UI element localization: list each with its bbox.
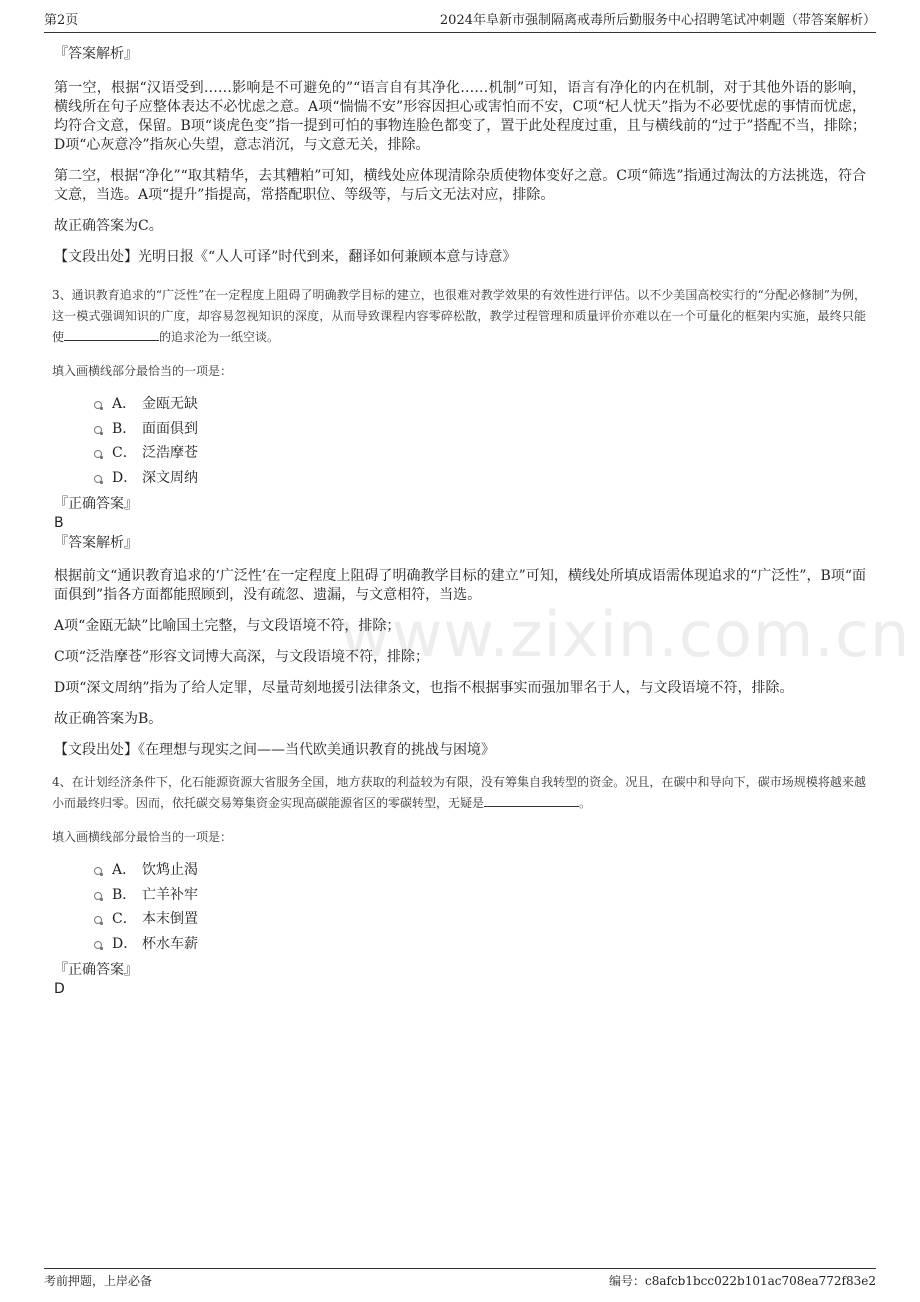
q3-analysis-label: 『答案解析』 xyxy=(54,535,138,551)
q4-blank xyxy=(484,794,579,807)
q4-stem-before: 4、在计划经济条件下，化石能源资源大省服务全国，地方获取的利益较为有限，没有筹集自我转型的资金。况且，在碳中和导向下，碳市场规模将越来越小而最终归零。因而，依托碳交易筹集资金实现高碳能源省区的零碳转型，无疑是 xyxy=(52,775,866,810)
q3-analysis-para4: D项“深文周纳”指为了给人定罪，尽量苛刻地援引法律条文，也指不根据事实而强加罪名于人，与文段语境不符，排除。 xyxy=(54,680,794,696)
q2-analysis-label: 『答案解析』 xyxy=(54,46,138,62)
q4-option-c[interactable]: C． 本末倒置 xyxy=(54,909,866,934)
q4-options xyxy=(54,860,866,958)
radio-icon[interactable] xyxy=(94,916,102,924)
q4-stem xyxy=(52,772,866,814)
q2-source: 【文段出处】光明日报《“人人可译”时代到来，翻译如何兼顾本意与诗意》 xyxy=(54,249,517,265)
radio-icon[interactable] xyxy=(94,867,102,875)
q2-conclusion: 故正确答案为C。 xyxy=(54,218,163,234)
footer-slogan: 考前押题，上岸必备 xyxy=(44,1274,153,1288)
q4-option-a[interactable]: A． 饮鸩止渴 xyxy=(54,860,866,885)
q3-option-b[interactable]: B． 面面俱到 xyxy=(54,419,866,444)
q3-option-d[interactable]: D． 深文周纳 xyxy=(54,468,866,493)
q4-option-d[interactable]: D． 杯水车薪 xyxy=(54,934,866,959)
footer-code: 编号：c8afcb1bcc022b101ac708ea772f83e2 xyxy=(609,1274,876,1288)
page-footer xyxy=(44,1268,876,1291)
q4-answer: D xyxy=(54,981,65,997)
radio-icon[interactable] xyxy=(94,401,102,409)
q3-options xyxy=(54,394,866,492)
watermark: www.zixin.com.cn xyxy=(340,598,911,671)
q2-analysis-para1: 第一空，根据“汉语受到……影响是不可避免的”“语言自有其净化……机制”可知，语言有净化的内在机制，对于其他外语的影响，横线所在句子应整体表达不必忧虑之意。A项“惴惴不安”形容因担心或害怕而不安，C项“杞人忧天”指为不必要忧虑的事情而忧虑，均符合文意，保留。B项“谈虎色变”指一提到可怕的事物连脸色都变了，置于此处程度过重，且与横线前的“过于”搭配不当，排除；D项“心灰意冷”指灰心失望，意志消沉，与文意无关，排除。 xyxy=(54,80,866,153)
q3-stem-before: 3、通识教育追求的“广泛性”在一定程度上阻碍了明确教学目标的建立，也很难对教学效果的有效性进行评估。以不少美国高校实行的“分配必修制”为例，这一模式强调知识的广度，却容易忽视知识的深度，从而导致课程内容零碎松散，教学过程管理和质量评价亦难以在一个可量化的框架内实施，最终只能使 xyxy=(52,288,866,344)
q3-option-a[interactable]: A． 金瓯无缺 xyxy=(54,394,866,419)
q3-blank xyxy=(64,328,159,341)
q4-stem-after: 。 xyxy=(579,796,592,810)
q3-conclusion: 故正确答案为B。 xyxy=(54,711,163,727)
radio-icon[interactable] xyxy=(94,426,102,434)
page-content xyxy=(54,42,866,998)
q3-answer-label: 『正确答案』 xyxy=(54,496,138,512)
radio-icon[interactable] xyxy=(94,892,102,900)
q4-answer-label: 『正确答案』 xyxy=(54,962,138,978)
q3-stem xyxy=(52,285,866,348)
q3-analysis-para3: C项“泛浩摩苍”形容文词博大高深，与文段语境不符，排除； xyxy=(54,649,430,665)
page-header xyxy=(44,12,876,33)
q3-source: 【文段出处】《在理想与现实之间——当代欧美通识教育的挑战与困境》 xyxy=(54,742,495,758)
q4-prompt: 填入画横线部分最恰当的一项是： xyxy=(52,830,233,844)
q3-analysis-para1: 根据前文“通识教育追求的‘广泛性’在一定程度上阻碍了明确教学目标的建立”可知，横线处所填成语需体现追求的“广泛性”，B项“面面俱到”指各方面都能照顾到，没有疏忽、遗漏，与文意相符，当选。 xyxy=(54,568,866,603)
radio-icon[interactable] xyxy=(94,450,102,458)
q4-option-b[interactable]: B． 亡羊补牢 xyxy=(54,885,866,910)
q2-analysis-para2: 第二空，根据“净化”“取其精华，去其糟粕”可知，横线处应体现清除杂质使物体变好之意。C项“筛选”指通过淘汰的方法挑选，符合文意，当选。A项“提升”指提高，常搭配职位、等级等，与后文无法对应，排除。 xyxy=(54,168,866,203)
q3-answer: B xyxy=(54,515,64,531)
radio-icon[interactable] xyxy=(94,941,102,949)
q3-prompt: 填入画横线部分最恰当的一项是： xyxy=(52,364,233,378)
q3-stem-after: 的追求沦为一纸空谈。 xyxy=(159,330,280,344)
q3-option-c[interactable]: C． 泛浩摩苍 xyxy=(54,443,866,468)
document-title: 2024年阜新市强制隔离戒毒所后勤服务中心招聘笔试冲刺题（带答案解析） xyxy=(439,13,876,28)
q3-analysis-para2: A项“金瓯无缺”比喻国土完整，与文段语境不符，排除； xyxy=(54,618,401,634)
radio-icon[interactable] xyxy=(94,475,102,483)
page-number: 第2页 xyxy=(44,13,79,28)
